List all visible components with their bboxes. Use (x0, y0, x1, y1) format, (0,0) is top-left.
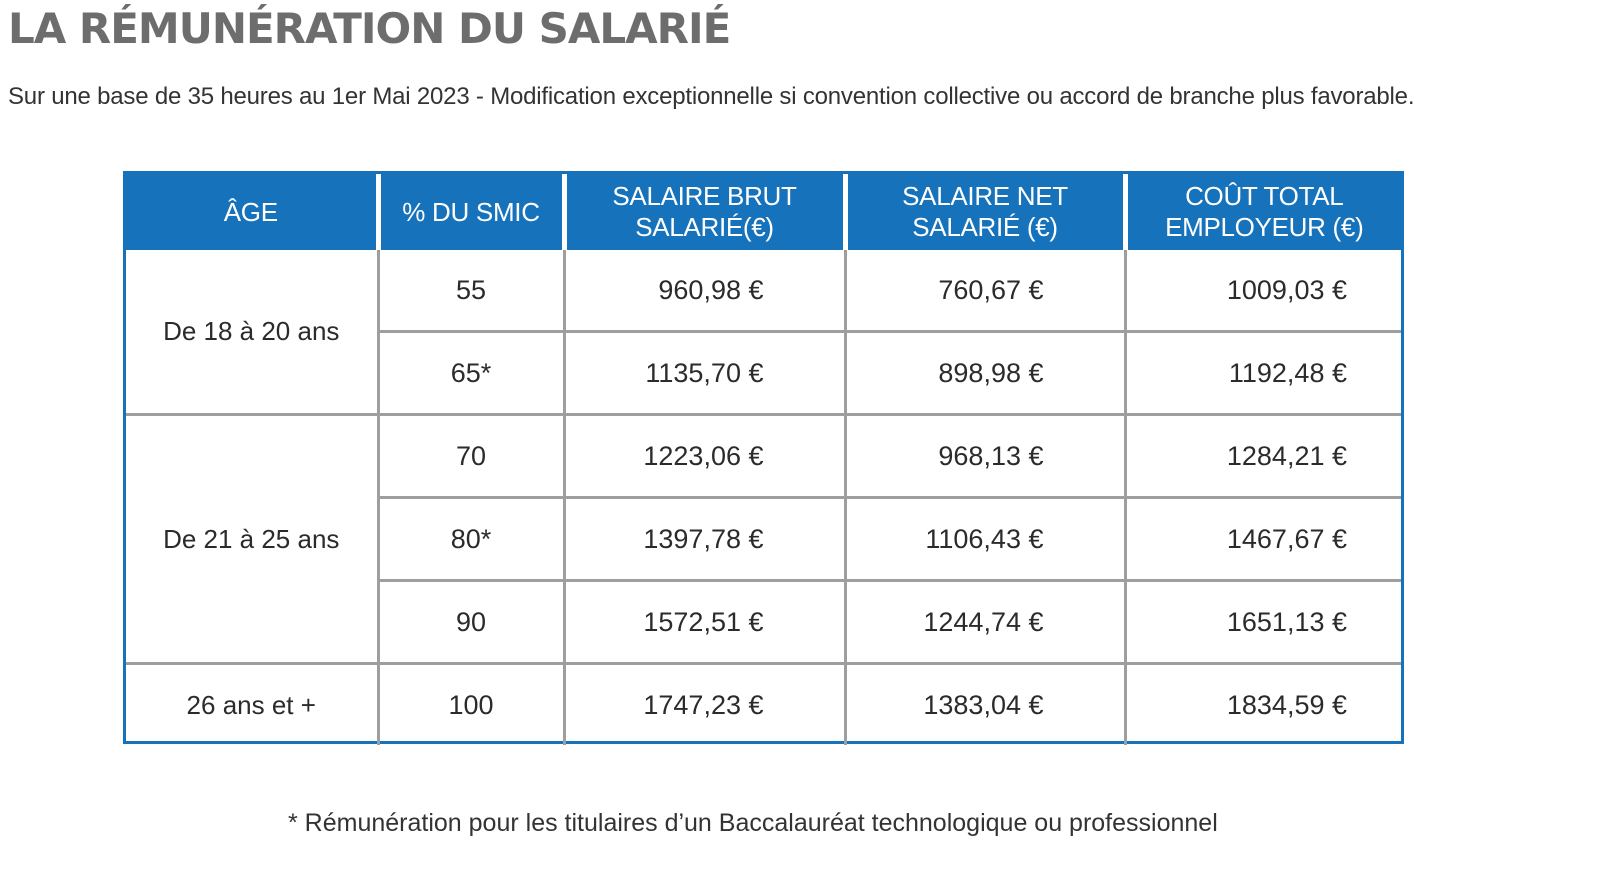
salaire-brut-cell: 960,98 € (564, 250, 845, 332)
header-salaire-brut-line1: SALAIRE BRUT (612, 181, 797, 211)
smic-cell: 55 (378, 250, 564, 332)
smic-cell: 70 (378, 415, 564, 498)
salaire-net-cell: 760,67 € (845, 250, 1125, 332)
header-salaire-brut-line2: SALARIÉ(€) (635, 212, 774, 242)
salaire-brut-cell: 1572,51 € (564, 581, 845, 664)
page-subtitle: Sur une base de 35 heures au 1er Mai 2023 - Modification exceptionnelle si convention collective ou accord de branche plus favorable. (8, 83, 1415, 110)
salaire-brut-cell: 1135,70 € (564, 332, 845, 415)
salary-table (126, 174, 1401, 745)
header-age: ÂGE (126, 174, 378, 250)
salary-table-container (123, 171, 1404, 744)
table-row (126, 664, 1401, 746)
cout-total-cell: 1009,03 € (1125, 250, 1401, 332)
header-salaire-net (845, 174, 1125, 250)
cout-total-cell: 1284,21 € (1125, 415, 1401, 498)
salaire-net-cell: 968,13 € (845, 415, 1125, 498)
salaire-net-cell: 1106,43 € (845, 498, 1125, 581)
table-body (126, 250, 1401, 745)
cout-total-cell: 1192,48 € (1125, 332, 1401, 415)
header-cout-total (1125, 174, 1401, 250)
header-cout-total-line1: COÛT TOTAL (1185, 181, 1344, 211)
smic-cell: 90 (378, 581, 564, 664)
header-row (126, 174, 1401, 250)
table-row (126, 250, 1401, 332)
salaire-brut-cell: 1397,78 € (564, 498, 845, 581)
age-group-cell: De 21 à 25 ans (126, 415, 378, 664)
footnote: * Rémunération pour les titulaires d’un Baccalauréat technologique ou professionnel (288, 809, 1218, 837)
age-group-cell: De 18 à 20 ans (163, 316, 340, 346)
table-row (126, 415, 1401, 498)
header-cout-total-line2: EMPLOYEUR (€) (1165, 212, 1364, 242)
age-group-cell: 26 ans et + (126, 664, 378, 746)
salaire-brut-cell: 1223,06 € (564, 415, 845, 498)
cout-total-cell: 1834,59 € (1125, 664, 1401, 746)
header-salaire-brut (564, 174, 845, 250)
smic-cell: 65* (378, 332, 564, 415)
salaire-net-cell: 1244,74 € (845, 581, 1125, 664)
smic-cell: 100 (378, 664, 564, 746)
header-salaire-net-line1: SALAIRE NET (902, 181, 1068, 211)
salaire-net-cell: 898,98 € (845, 332, 1125, 415)
salaire-net-cell: 1383,04 € (845, 664, 1125, 746)
cout-total-cell: 1651,13 € (1125, 581, 1401, 664)
salaire-brut-cell: 1747,23 € (564, 664, 845, 746)
smic-cell: 80* (378, 498, 564, 581)
header-smic: % DU SMIC (378, 174, 564, 250)
cout-total-cell: 1467,67 € (1125, 498, 1401, 581)
page-title: LA RÉMUNÉRATION DU SALARIÉ (8, 4, 731, 53)
table-header (126, 174, 1401, 250)
header-salaire-net-line2: SALARIÉ (€) (912, 212, 1058, 242)
